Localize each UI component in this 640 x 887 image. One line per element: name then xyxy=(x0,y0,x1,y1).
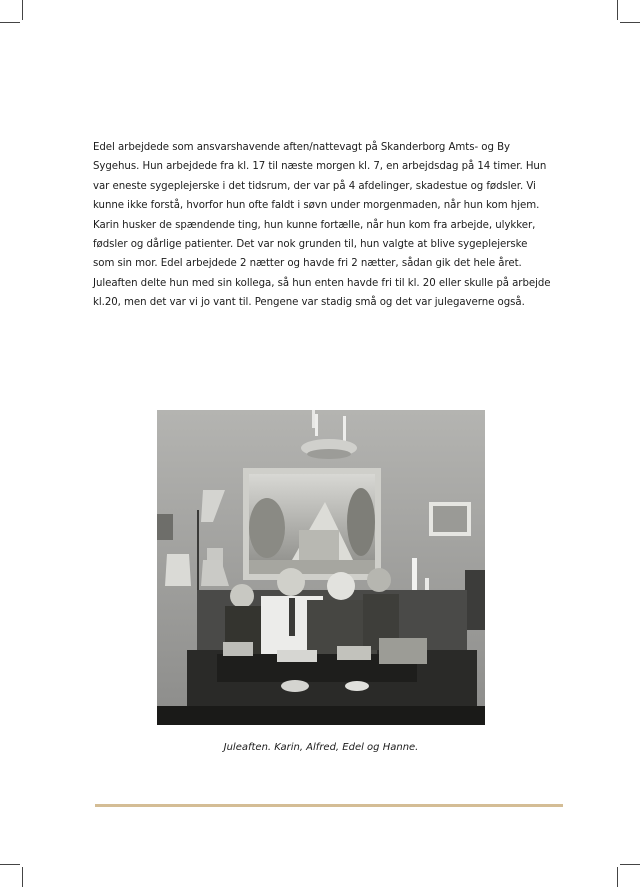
footer-rule xyxy=(95,804,563,807)
crop-mark-bottom-right-h xyxy=(620,864,640,865)
body-paragraph: Edel arbejdede som ansvarshavende aften/nattevagt på Skanderborg Amts- og By Sygehus. Hun arbejdede fra kl. 17 til næste morgen kl. 7, en arbejdsdag på 14 timer. Hun var eneste sygeplejerske i det tidsrum, der var på 4 afdelinger, skadestue og fødsler. Vi kunne ikke forstå, hvorfor hun ofte faldt i søvn under morgenmaden, når hun kom hjem. Karin husker de spændende ting, hun kunne fortælle, når hun kom fra arbejde, ulykker, fødsler og dårlige patienter. Det var nok grunden til, hun valgte at blive sygeplejerske som sin mor. Edel arbejdede 2 nætter og havde fri 2 nætter, sådan gik det hele året. Juleaften delte hun med sin kollega, så hun enten havde fri til kl. 20 eller skulle på arbejde kl.20, men det var vi jo vant til. Pengene var stadig små og det var julegaverne også. xyxy=(93,142,551,309)
family-photo-illustration xyxy=(157,410,485,725)
crop-mark-top-left-h xyxy=(0,22,20,23)
crop-mark-top-right-h xyxy=(620,22,640,23)
photo-caption: Juleaften. Karin, Alfred, Edel og Hanne. xyxy=(223,742,419,753)
crop-mark-bottom-left-h xyxy=(0,864,20,865)
crop-mark-bottom-left-v xyxy=(22,867,23,887)
family-photo xyxy=(157,410,485,725)
crop-mark-bottom-right-v xyxy=(617,867,618,887)
crop-mark-top-left-v xyxy=(22,0,23,20)
crop-mark-top-right-v xyxy=(617,0,618,20)
